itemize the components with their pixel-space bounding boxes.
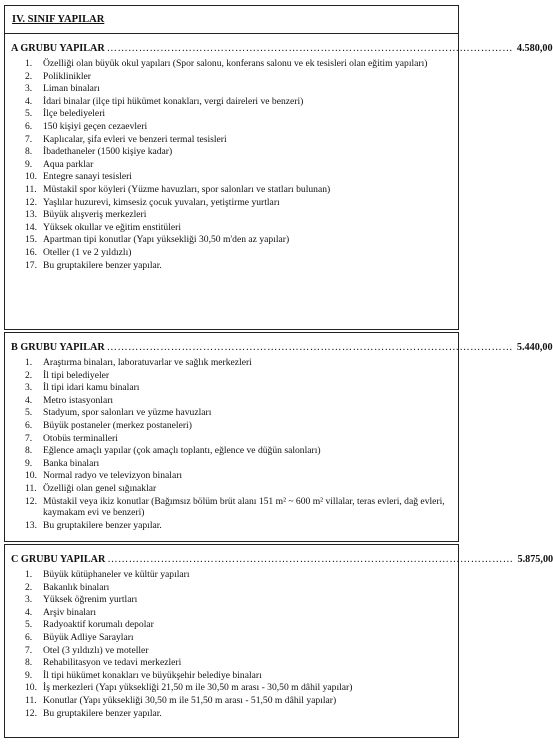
item-number: 8. bbox=[25, 445, 33, 457]
list-item bbox=[25, 234, 452, 245]
item-number: 5. bbox=[25, 108, 33, 120]
group-a-header bbox=[5, 34, 553, 54]
item-text: İl tipi idari kamu binaları bbox=[43, 382, 140, 394]
list-item bbox=[25, 645, 452, 656]
item-text: Bu gruptakilere benzer yapılar. bbox=[43, 519, 162, 531]
item-text: Poliklinikler bbox=[43, 70, 91, 82]
item-number: 4. bbox=[25, 95, 33, 107]
list-item bbox=[25, 607, 452, 618]
item-text: Otobüs terminalleri bbox=[43, 432, 118, 444]
group-unit-price: 4.580,00 bbox=[516, 43, 553, 54]
item-text: Büyük postaneler (merkez postaneleri) bbox=[43, 419, 192, 431]
item-text: İl tipi belediyeler bbox=[43, 369, 110, 381]
item-number: 11. bbox=[25, 183, 37, 195]
list-item bbox=[25, 594, 452, 605]
section-title: IV. SINIF YAPILAR bbox=[12, 14, 105, 25]
list-item bbox=[25, 96, 452, 107]
list-item bbox=[25, 222, 452, 233]
item-number: 14. bbox=[25, 221, 37, 233]
list-item bbox=[25, 146, 452, 157]
item-number: 1. bbox=[25, 58, 33, 69]
item-number: 2. bbox=[25, 70, 33, 82]
list-item bbox=[25, 496, 452, 519]
group-a-item-list bbox=[5, 58, 458, 271]
list-item bbox=[25, 197, 452, 208]
list-item bbox=[25, 670, 452, 681]
item-number: 6. bbox=[25, 631, 33, 643]
list-item bbox=[25, 71, 452, 82]
document-page bbox=[4, 5, 553, 744]
item-number: 8. bbox=[25, 146, 33, 158]
item-number: 6. bbox=[25, 419, 33, 431]
item-text: Metro istasyonları bbox=[43, 394, 114, 406]
item-number: 7. bbox=[25, 644, 33, 656]
list-item bbox=[25, 420, 452, 431]
list-item bbox=[25, 483, 452, 494]
item-text: Otel (3 yıldızlı) ve moteller bbox=[43, 644, 149, 656]
item-number: 2. bbox=[25, 581, 33, 593]
group-name: C GRUBU YAPILAR bbox=[11, 554, 106, 565]
item-text: Özelliği olan büyük okul yapıları (Spor salonu, konferans salonu ve ek tesisleri olan eğitim yapıları) bbox=[43, 58, 428, 69]
leader-dots: …………………………………………………………………………………………………… bbox=[107, 554, 514, 565]
item-number: 3. bbox=[25, 594, 33, 606]
list-item bbox=[25, 470, 452, 481]
list-item bbox=[25, 247, 452, 258]
item-text: Oteller (1 ve 2 yıldızlı) bbox=[43, 246, 132, 258]
item-text: İdari binalar (ilçe tipi hükümet konakları, vergi daireleri ve benzeri) bbox=[43, 95, 304, 107]
item-text: Aqua parklar bbox=[43, 158, 94, 170]
item-number: 6. bbox=[25, 120, 33, 132]
item-text: Radyoaktif korumalı depolar bbox=[43, 619, 154, 631]
item-text: Stadyum, spor salonları ve yüzme havuzları bbox=[43, 407, 212, 419]
list-item bbox=[25, 520, 452, 531]
item-text: Araştırma binaları, laboratuvarlar ve sağlık merkezleri bbox=[43, 357, 252, 368]
item-number: 10. bbox=[25, 171, 37, 183]
title-cell bbox=[5, 6, 459, 34]
item-text: Arşiv binaları bbox=[43, 606, 97, 618]
structure-class-table bbox=[4, 5, 553, 738]
list-item bbox=[25, 682, 452, 693]
item-number: 9. bbox=[25, 158, 33, 170]
list-item bbox=[25, 159, 452, 170]
group-b-header bbox=[5, 333, 553, 353]
list-item bbox=[25, 395, 452, 406]
item-number: 3. bbox=[25, 382, 33, 394]
list-item bbox=[25, 370, 452, 381]
item-text: Yaşlılar huzurevi, kimsesiz çocuk yuvaları, yetiştirme yurtları bbox=[43, 196, 280, 208]
item-text: Banka binaları bbox=[43, 457, 100, 469]
item-number: 8. bbox=[25, 657, 33, 669]
list-item bbox=[25, 407, 452, 418]
list-item bbox=[25, 134, 452, 145]
group-unit-price: 5.875,00 bbox=[517, 554, 553, 565]
item-text: İl tipi hükümet konakları ve büyükşehir belediye binaları bbox=[43, 669, 262, 681]
group-a-cell bbox=[5, 34, 553, 330]
item-text: Yüksek öğrenim yurtları bbox=[43, 594, 138, 606]
list-item bbox=[25, 569, 452, 580]
item-text: Rehabilitasyon ve tedavi merkezleri bbox=[43, 657, 182, 669]
item-text: Müstakil spor köyleri (Yüzme havuzları, spor salonları ve statları bulunan) bbox=[43, 183, 331, 195]
item-number: 7. bbox=[25, 432, 33, 444]
item-text: Yüksek okullar ve eğitim enstitüleri bbox=[43, 221, 182, 233]
list-item bbox=[25, 708, 452, 719]
item-text: Eğlence amaçlı yapılar (çok amaçlı toplantı, eğlence ve düğün salonları) bbox=[43, 445, 321, 457]
group-name: B GRUBU YAPILAR bbox=[11, 342, 105, 353]
item-number: 10. bbox=[25, 682, 37, 694]
list-item bbox=[25, 108, 452, 119]
group-c-header bbox=[5, 545, 553, 565]
item-text: Bakanlık binaları bbox=[43, 581, 110, 593]
item-number: 1. bbox=[25, 357, 33, 368]
list-item bbox=[25, 433, 452, 444]
item-number: 13. bbox=[25, 209, 37, 221]
item-text: Konutlar (Yapı yüksekliği 30,50 m ile 51,50 m arası - 51,50 m dâhil yapılar) bbox=[43, 694, 337, 706]
list-item bbox=[25, 582, 452, 593]
item-number: 10. bbox=[25, 470, 37, 482]
group-unit-price: 5.440,00 bbox=[516, 342, 553, 353]
list-item bbox=[25, 357, 452, 368]
group-c-cell bbox=[5, 545, 553, 738]
item-text: Bu gruptakilere benzer yapılar. bbox=[43, 707, 162, 719]
item-number: 9. bbox=[25, 457, 33, 469]
item-text: Müstakil veya ikiz konutlar (Bağımsız bölüm brüt alanı 151 m² ~ 600 m² villalar, teras evleri, dağ evleri, kaymakam evi ve benzeri) bbox=[43, 495, 445, 518]
item-number: 5. bbox=[25, 407, 33, 419]
item-text: İlçe belediyeleri bbox=[43, 108, 106, 120]
item-text: Apartman tipi konutlar (Yapı yüksekliği 30,50 m'den az yapılar) bbox=[43, 234, 290, 246]
item-number: 5. bbox=[25, 619, 33, 631]
list-item bbox=[25, 695, 452, 706]
item-number: 7. bbox=[25, 133, 33, 145]
item-number: 13. bbox=[25, 519, 37, 531]
item-text: Normal radyo ve televizyon binaları bbox=[43, 470, 183, 482]
leader-dots: …………………………………………………………………………………………………… bbox=[106, 342, 513, 353]
item-number: 12. bbox=[25, 495, 37, 507]
item-text: İş merkezleri (Yapı yüksekliği 21,50 m ile 30,50 m arası - 30,50 m dâhil yapılar) bbox=[43, 682, 353, 694]
item-number: 4. bbox=[25, 606, 33, 618]
list-item bbox=[25, 58, 452, 69]
list-item bbox=[25, 209, 452, 220]
list-item bbox=[25, 632, 452, 643]
item-number: 16. bbox=[25, 246, 37, 258]
list-item bbox=[25, 657, 452, 668]
item-number: 4. bbox=[25, 394, 33, 406]
list-item bbox=[25, 260, 452, 271]
item-number: 15. bbox=[25, 234, 37, 246]
list-item bbox=[25, 458, 452, 469]
item-text: Entegre sanayi tesisleri bbox=[43, 171, 132, 183]
group-b-cell bbox=[5, 333, 553, 542]
item-number: 12. bbox=[25, 707, 37, 719]
item-number: 17. bbox=[25, 259, 37, 271]
item-number: 11. bbox=[25, 694, 37, 706]
item-number: 9. bbox=[25, 669, 33, 681]
item-text: Büyük alışveriş merkezleri bbox=[43, 209, 147, 221]
group-b-item-list bbox=[5, 357, 458, 531]
leader-dots: …………………………………………………………………………………………………… bbox=[106, 43, 513, 54]
list-item bbox=[25, 121, 452, 132]
item-number: 11. bbox=[25, 482, 37, 494]
item-text: Özelliği olan genel sığınaklar bbox=[43, 482, 157, 494]
item-text: Büyük Adliye Sarayları bbox=[43, 631, 134, 643]
item-text: Bu gruptakilere benzer yapılar. bbox=[43, 259, 162, 271]
list-item bbox=[25, 382, 452, 393]
item-text: 150 kişiyi geçen cezaevleri bbox=[43, 120, 148, 132]
item-number: 3. bbox=[25, 83, 33, 95]
group-c-item-list bbox=[5, 569, 458, 719]
group-name: A GRUBU YAPILAR bbox=[11, 43, 105, 54]
list-item bbox=[25, 171, 452, 182]
item-number: 12. bbox=[25, 196, 37, 208]
list-item bbox=[25, 184, 452, 195]
item-text: İbadethaneler (1500 kişiye kadar) bbox=[43, 146, 173, 158]
list-item bbox=[25, 619, 452, 630]
list-item bbox=[25, 83, 452, 94]
list-item bbox=[25, 445, 452, 456]
item-text: Büyük kütüphaneler ve kültür yapıları bbox=[43, 569, 190, 580]
item-number: 1. bbox=[25, 569, 33, 580]
item-number: 2. bbox=[25, 369, 33, 381]
item-text: Liman binaları bbox=[43, 83, 100, 95]
item-text: Kaplıcalar, şifa evleri ve benzeri termal tesisleri bbox=[43, 133, 227, 145]
